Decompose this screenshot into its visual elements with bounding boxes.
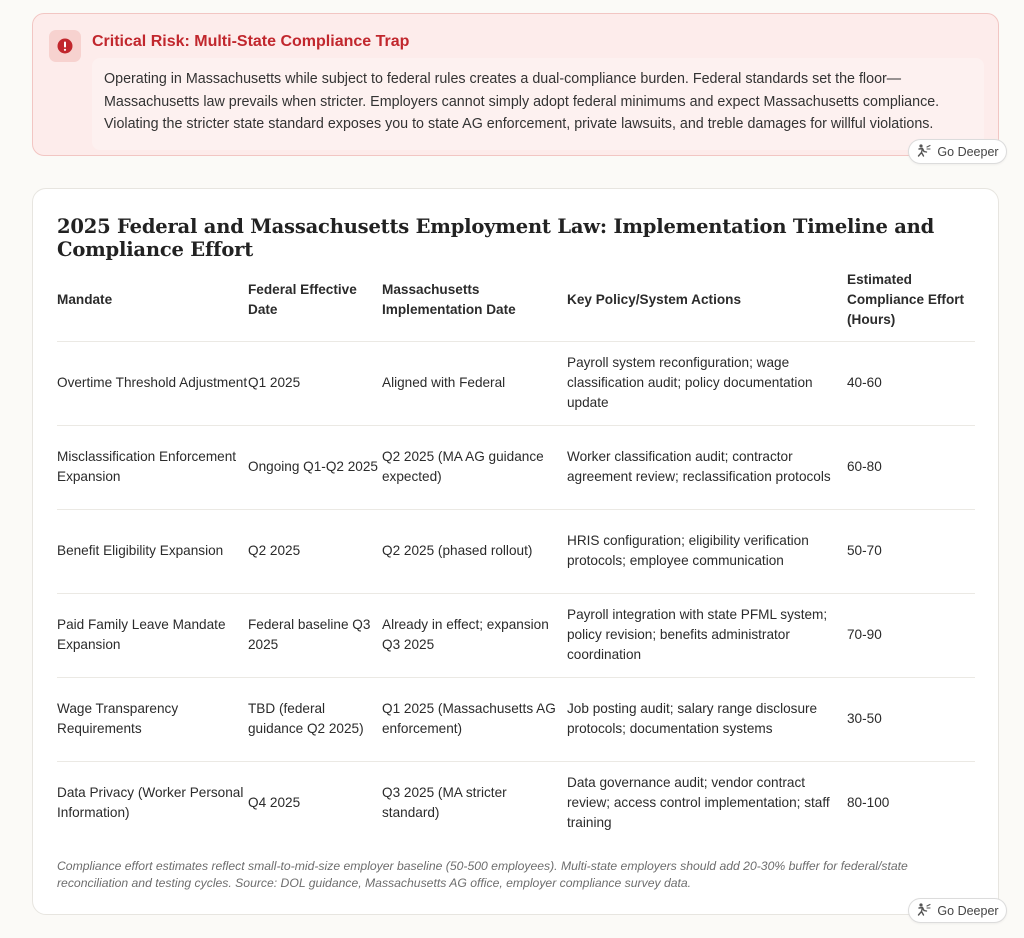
cell-mandate: Paid Family Leave Mandate Expansion: [57, 593, 248, 677]
compliance-table: [57, 259, 975, 845]
column-header-federal-date: Federal Effective Date: [248, 259, 382, 341]
table-row: [57, 593, 975, 677]
cell-ma-date: Q1 2025 (Massachusetts AG enforcement): [382, 677, 567, 761]
table-row: [57, 509, 975, 593]
cell-federal-date: Q2 2025: [248, 509, 382, 593]
cell-effort: 60-80: [847, 425, 975, 509]
column-header-actions: Key Policy/System Actions: [567, 259, 847, 341]
column-header-mandate: Mandate: [57, 259, 248, 341]
exclamation-circle-icon: [49, 30, 81, 62]
go-deeper-label: Go Deeper: [937, 903, 999, 918]
cell-ma-date: Q2 2025 (phased rollout): [382, 509, 567, 593]
column-header-effort: Estimated Compliance Effort (Hours): [847, 259, 975, 341]
cell-effort: 70-90: [847, 593, 975, 677]
table-row: [57, 341, 975, 425]
cell-actions: Data governance audit; vendor contract review; access control implementation; staff training: [567, 775, 830, 831]
compliance-timeline-card: [32, 188, 999, 915]
cell-actions: HRIS configuration; eligibility verification protocols; employee communication: [567, 509, 847, 593]
cell-effort: 40-60: [847, 341, 975, 425]
table-row: [57, 425, 975, 509]
alert-title: Critical Risk: Multi-State Compliance Trap: [92, 33, 410, 50]
cell-effort: 80-100: [847, 795, 890, 811]
cell-actions: Payroll integration with state PFML system; policy revision; benefits administrator coordination: [567, 593, 847, 677]
cell-ma-date: Aligned with Federal: [382, 341, 567, 425]
table-row: [57, 677, 975, 761]
cell-actions: Worker classification audit; contractor agreement review; reclassification protocols: [567, 425, 847, 509]
cell-mandate: Data Privacy (Worker Personal Information): [57, 785, 244, 821]
cell-federal-date: Ongoing Q1-Q2 2025: [248, 425, 382, 509]
table-title: 2025 Federal and Massachusetts Employment Law: Implementation Timeline and Compliance Effort: [57, 215, 935, 261]
cell-federal-date: TBD (federal guidance Q2 2025): [248, 677, 382, 761]
cell-mandate: Wage Transparency Requirements: [57, 677, 248, 761]
cell-actions: Job posting audit; salary range disclosure protocols; documentation systems: [567, 677, 847, 761]
go-deeper-label: Go Deeper: [937, 144, 999, 159]
critical-risk-alert: [32, 13, 999, 156]
table-footnote: Compliance effort estimates reflect small-to-mid-size employer baseline (50-500 employees). Multi-state employers should add 20-30% buffer for federal/state reconciliation and testing cycles. Source: DOL guidance, Massachusetts AG office, employer compliance survey data.: [57, 859, 908, 890]
cell-mandate: Overtime Threshold Adjustment: [57, 341, 248, 425]
cell-effort: 50-70: [847, 509, 975, 593]
cell-ma-date: Q2 2025 (MA AG guidance expected): [382, 425, 567, 509]
go-deeper-button[interactable]: [908, 139, 1007, 164]
table-row: [57, 761, 975, 845]
table-header-row: [57, 259, 975, 341]
cell-ma-date: Q3 2025 (MA stricter standard): [382, 785, 507, 821]
cell-federal-date: Q1 2025: [248, 341, 382, 425]
go-deeper-icon: [916, 144, 931, 160]
column-header-ma-date: Massachusetts Implementation Date: [382, 259, 567, 341]
go-deeper-button[interactable]: [908, 898, 1007, 923]
go-deeper-icon: [916, 903, 931, 919]
alert-body: Operating in Massachusetts while subject to federal rules creates a dual-compliance burden. Federal standards set the floor—Massachusetts law prevails when stricter. Employers cannot simply adopt federal minimums and expect Massachusetts compliance. Violating the stricter state standard exposes you to state AG enforcement, private lawsuits, and treble damages for willful violations.: [92, 58, 984, 150]
cell-federal-date: Federal baseline Q3 2025: [248, 593, 382, 677]
cell-actions: Payroll system reconfiguration; wage classification audit; policy documentation update: [567, 341, 847, 425]
cell-mandate: Misclassification Enforcement Expansion: [57, 425, 248, 509]
cell-federal-date: Q4 2025: [248, 795, 301, 811]
cell-effort: 30-50: [847, 677, 975, 761]
cell-ma-date: Already in effect; expansion Q3 2025: [382, 593, 567, 677]
cell-mandate: Benefit Eligibility Expansion: [57, 509, 248, 593]
